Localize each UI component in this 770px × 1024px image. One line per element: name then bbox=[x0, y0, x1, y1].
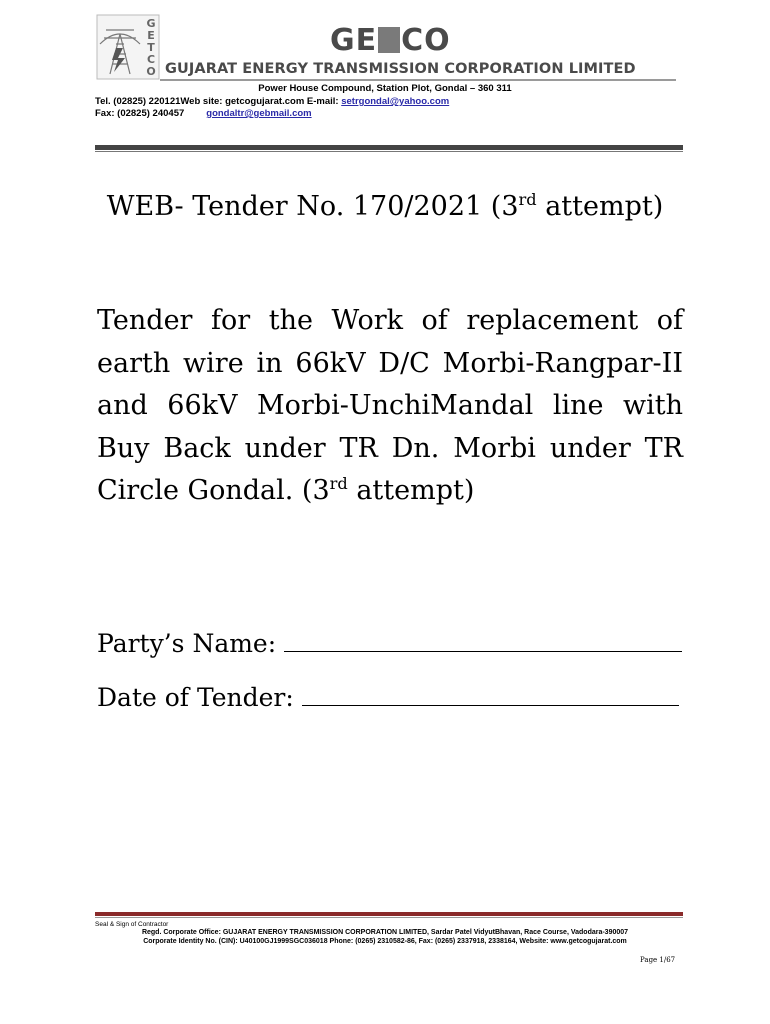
logo-letter: T bbox=[147, 41, 155, 54]
tender-number bbox=[0, 191, 770, 222]
footer-rule bbox=[95, 912, 683, 916]
tower-icon bbox=[378, 27, 400, 53]
date-of-tender-blank[interactable] bbox=[302, 681, 679, 706]
tender-number-tail: attempt) bbox=[536, 191, 664, 222]
page-number: Page 1/67 bbox=[640, 956, 676, 964]
corporate-identity: Corporate Identity No. (CIN): U40100GJ1999SGC036018 Phone: (0265) 2310582-86, Fax: (0265) 2337918, 2338164, Website: www.getcogujarat.com bbox=[143, 938, 627, 945]
letterhead-rule-thin bbox=[95, 151, 683, 152]
subject-text: Tender for the Work of replacement of earth wire in 66kV D/C Morbi-Rangpar-II and 66kV Morbi-UnchiMandal line with Buy Back under TR Dn. Morbi under TR Circle Gondal. (3 bbox=[97, 305, 683, 506]
letterhead-rule bbox=[95, 145, 683, 150]
fax-text: Fax: (02825) 240457 bbox=[95, 108, 185, 119]
tel-text: Tel. (02825) 220121Web site: getcogujarat.com E-mail: bbox=[95, 96, 342, 107]
party-name-blank[interactable] bbox=[284, 627, 682, 652]
email-link-setr[interactable]: setrgondal@yahoo.com bbox=[341, 96, 450, 107]
brand-left: GE bbox=[330, 23, 378, 58]
party-name-field bbox=[97, 627, 682, 658]
getco-logo-icon bbox=[96, 14, 160, 80]
email-link-gondaltr[interactable]: gondaltr@gebmail.com bbox=[206, 108, 312, 119]
logo-letter: G bbox=[146, 17, 156, 30]
logo-letter: C bbox=[146, 53, 156, 66]
footer-rule-thin bbox=[95, 917, 683, 918]
brand-right: CO bbox=[401, 23, 451, 58]
registered-office: Regd. Corporate Office: GUJARAT ENERGY TRANSMISSION CORPORATION LIMITED, Sardar Patel VidyutBhavan, Race Course, Vadodara-390007 bbox=[141, 929, 629, 936]
logo-letter: O bbox=[146, 65, 156, 78]
contact-line-fax bbox=[95, 108, 312, 119]
tender-subject bbox=[97, 300, 683, 513]
office-address: Power House Compound, Station Plot, Gondal – 360 311 bbox=[258, 83, 512, 94]
contact-line-tel bbox=[95, 96, 449, 107]
header-divider bbox=[160, 79, 676, 81]
company-name: GUJARAT ENERGY TRANSMISSION CORPORATION LIMITED bbox=[165, 61, 636, 77]
tender-number-sup: rd bbox=[518, 190, 537, 209]
tender-number-text: WEB- Tender No. 170/2021 (3 bbox=[106, 191, 519, 222]
subject-sup: rd bbox=[329, 474, 348, 493]
date-of-tender-label: Date of Tender: bbox=[97, 683, 302, 712]
logo-letter: E bbox=[147, 29, 155, 42]
brand-wordmark bbox=[330, 24, 451, 57]
seal-sign-note: Seal & Sign of Contractor bbox=[95, 921, 169, 928]
party-name-label: Party’s Name: bbox=[97, 629, 285, 658]
date-of-tender-field bbox=[97, 681, 679, 712]
subject-tail: attempt) bbox=[347, 475, 475, 506]
